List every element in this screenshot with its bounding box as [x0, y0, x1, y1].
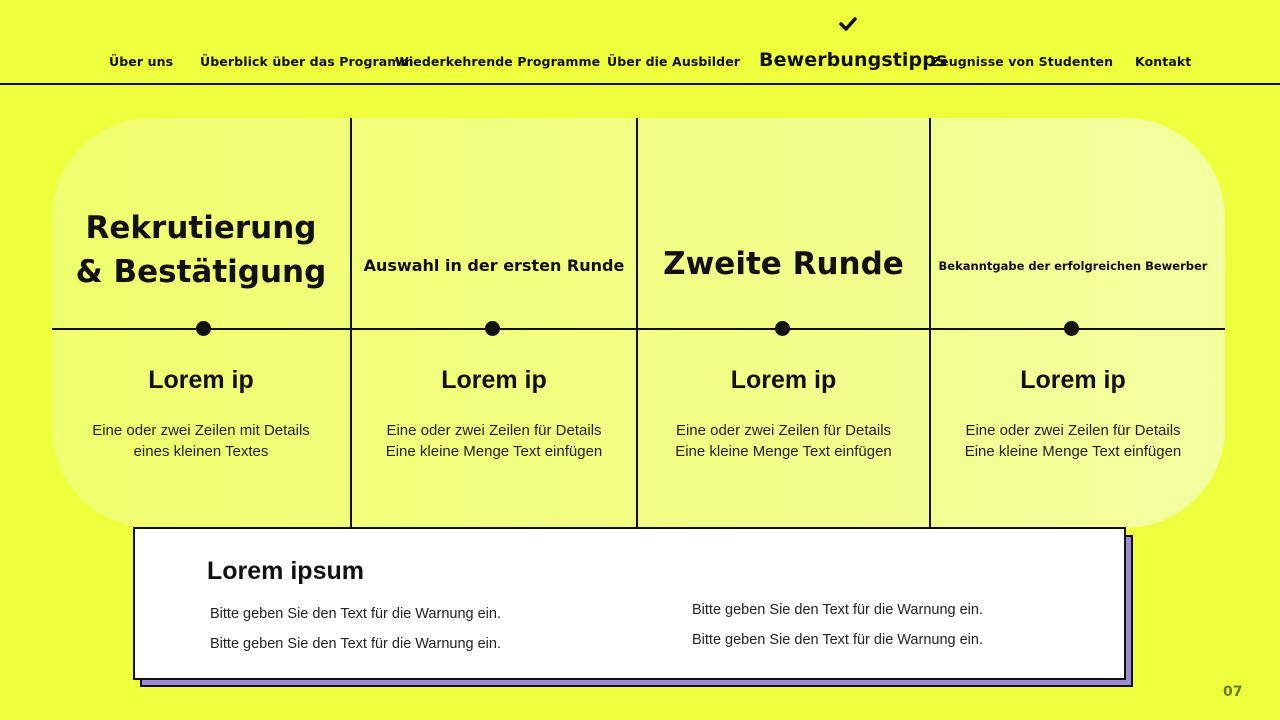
timeline-dot — [485, 321, 500, 336]
stage-heading: Lorem ip — [441, 366, 547, 394]
check-icon — [838, 14, 858, 34]
nav-item-programm-ueberblick[interactable]: Überblick über das Programm — [200, 54, 414, 69]
stage-description-line: Eine kleine Menge Text einfügen — [675, 443, 892, 460]
nav-item-kontakt[interactable]: Kontakt — [1135, 54, 1192, 69]
note-line: Bitte geben Sie den Text für die Warnung ein. — [210, 606, 501, 622]
timeline-dot — [196, 321, 211, 336]
stage-heading: Lorem ip — [148, 366, 254, 394]
stage-description — [352, 420, 636, 462]
timeline-axis — [52, 328, 1225, 330]
nav-item-ueber-uns[interactable]: Über uns — [109, 54, 174, 69]
timeline-dot — [1064, 321, 1079, 336]
stage-description — [638, 420, 929, 462]
stage-description — [52, 420, 350, 462]
stage-description-line: Eine oder zwei Zeilen mit Details — [92, 422, 310, 439]
column-divider — [636, 118, 638, 528]
timeline-dot — [775, 321, 790, 336]
stage-description-line: Eine oder zwei Zeilen für Details — [965, 422, 1181, 439]
stage-description-line: Eine oder zwei Zeilen für Details — [386, 422, 602, 439]
note-card — [133, 527, 1126, 680]
note-line: Bitte geben Sie den Text für die Warnung ein. — [692, 602, 983, 618]
stage-title: Bekanntgabe der erfolgreichen Bewerber — [938, 259, 1208, 273]
stage-title-line: Rekrutierung — [85, 210, 317, 246]
stage-description-line: Eine kleine Menge Text einfügen — [385, 443, 603, 460]
stage-description-line: Eine oder zwei Zeilen für Details — [675, 422, 892, 439]
column-divider — [929, 118, 931, 528]
stage-description-line: Eine kleine Menge Text einfügen — [964, 443, 1182, 460]
stage-description-line: eines kleinen Textes — [133, 443, 269, 460]
top-navigation — [0, 0, 1280, 85]
stage-heading: Lorem ip — [1020, 366, 1126, 394]
stage-title: Zweite Runde — [663, 246, 904, 282]
note-line: Bitte geben Sie den Text für die Warnung ein. — [692, 632, 983, 648]
stage-heading: Lorem ip — [730, 366, 837, 394]
nav-item-ausbilder[interactable]: Über die Ausbilder — [607, 54, 741, 69]
stage-title — [52, 206, 350, 294]
nav-item-wiederkehrende-programme[interactable]: Wiederkehrende Programme — [395, 54, 601, 69]
note-line: Bitte geben Sie den Text für die Warnung ein. — [210, 636, 501, 652]
stage-title: Auswahl in der ersten Runde — [363, 256, 625, 275]
timeline-panel — [52, 118, 1225, 528]
page-number: 07 — [1223, 684, 1243, 700]
column-divider — [350, 118, 352, 528]
stage-title-line: & Bestätigung — [75, 254, 327, 290]
stage-description — [931, 420, 1215, 462]
nav-item-bewerbungstipps[interactable]: Bewerbungstipps — [759, 49, 948, 71]
note-title: Lorem ipsum — [207, 557, 364, 585]
nav-item-zeugnisse[interactable]: Zeugnisse von Studenten — [931, 54, 1114, 69]
